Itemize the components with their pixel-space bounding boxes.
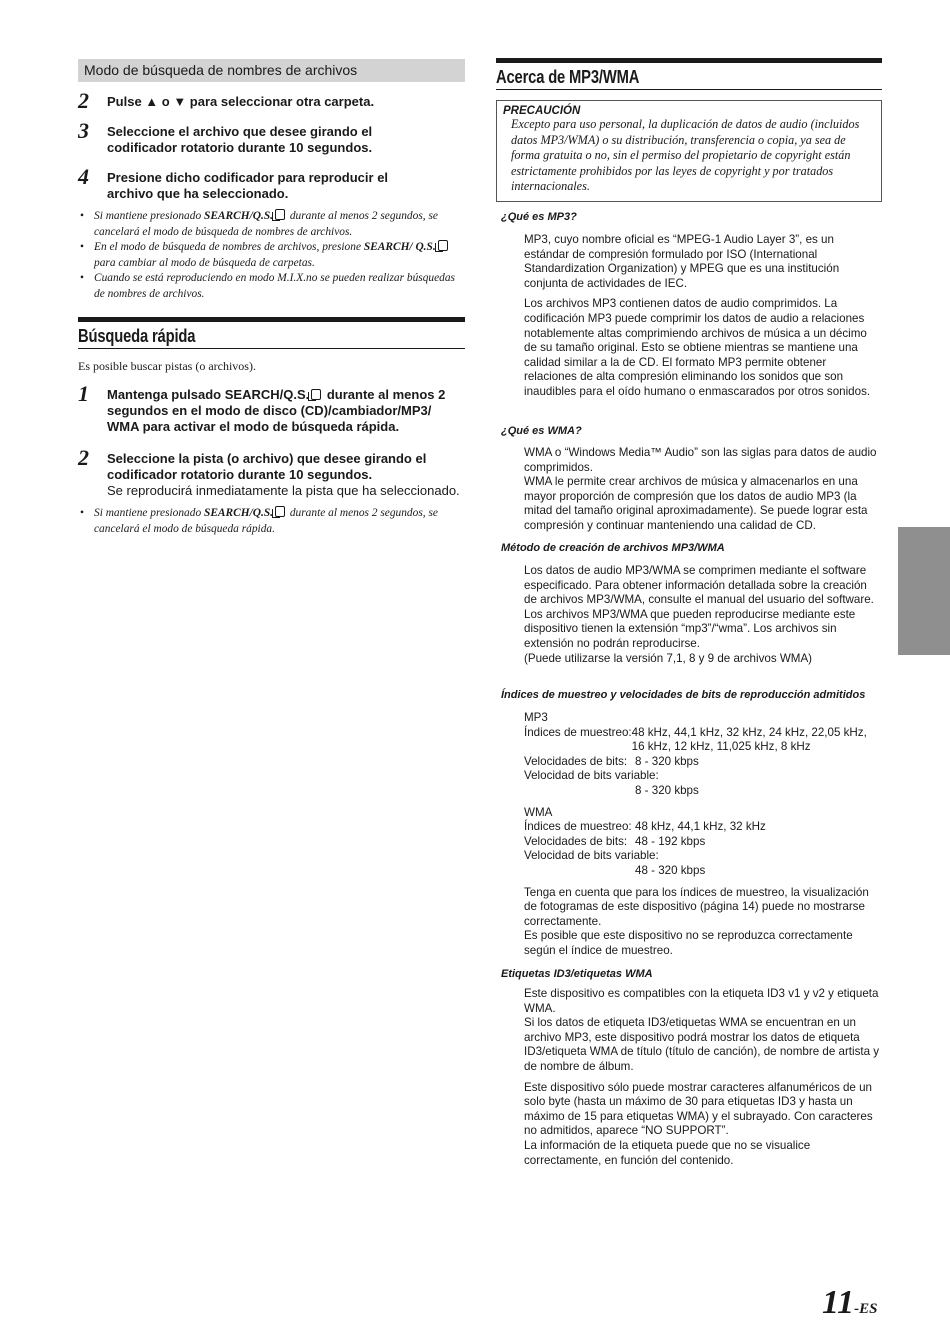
note-item xyxy=(78,271,465,302)
step-text-line: Seleccione el archivo que desee girando el xyxy=(107,124,373,139)
precaution-text: Excepto para uso personal, la duplicación de datos de audio (incluidos datos MP3/WMA) o su distribución, transferencia o copia, ya sea de forma gratuita o no, sin el permiso del propietario de copyright están estrictamente prohibidos por las leyes de copyright y por tratados internacionales. xyxy=(511,117,860,193)
step-number: 1 xyxy=(78,381,89,406)
note-text: En el modo de búsqueda de nombres de archivos, presione xyxy=(94,241,364,253)
spec-key: Velocidad de bits variable: xyxy=(524,769,659,783)
paragraph: Este dispositivo es compatibles con la etiqueta ID3 v1 y v2 y etiqueta WMA. xyxy=(524,987,879,1015)
qs-button-icon xyxy=(275,506,285,517)
step-result-text: Se reproducirá inmediatamente la pista que ha seleccionado. xyxy=(107,483,460,498)
spec-row xyxy=(524,820,882,835)
spec-value: 48 kHz, 44,1 kHz, 32 kHz xyxy=(635,820,766,834)
spec-row xyxy=(524,726,882,755)
step-text xyxy=(107,124,465,156)
spec-key: Velocidades de bits: xyxy=(524,834,628,848)
step-number: 2 xyxy=(78,88,89,113)
subheading-rates: Índices de muestreo y velocidades de bits de reproducción admitidos xyxy=(501,689,866,701)
step-number: 2 xyxy=(78,445,89,470)
step-text-line: para reproducir el xyxy=(273,170,389,185)
paragraph: WMA le permite crear archivos de música y almacenarlos en una mayor proporción de compresión que los datos de audio MP3 (la mitad del tamaño original aproximadamente). Se puede lograr esta compresión y continuar manteniendo una calidad de CD. xyxy=(524,475,868,532)
spec-key: Índices de muestreo: xyxy=(524,725,632,739)
note-text: Si mantiene presionado xyxy=(94,210,204,222)
control-name: codificador rotatorio xyxy=(107,467,235,482)
step-text-line: Presione dicho xyxy=(107,170,204,185)
page-language-suffix: -ES xyxy=(854,1301,878,1317)
step-number: 4 xyxy=(78,164,89,189)
notes-list xyxy=(78,209,465,302)
precaution-title: PRECAUCIÓN xyxy=(503,105,581,117)
control-name: codificador xyxy=(203,170,274,185)
step-text xyxy=(107,451,465,499)
step-text xyxy=(107,387,465,435)
qs-button-icon xyxy=(275,209,285,220)
paragraph: MP3, cuyo nombre oficial es “MPEG-1 Audio Layer 3”, es un estándar de compresión formulado por ISO (International Standardization Organization) y MPEG que es una institución conjunta de actividades de IEC. xyxy=(524,233,840,290)
note-text: Cuando se está reproduciendo en modo M.I.X.no se pueden realizar búsquedas de nombres de archivos. xyxy=(94,272,455,300)
step-text-line: Seleccione la pista (o archivo) que desee girando el xyxy=(107,451,427,466)
spec-key: Índices de muestreo: xyxy=(524,820,632,834)
step-3 xyxy=(78,118,465,156)
spec-row xyxy=(524,755,882,770)
spec-row xyxy=(524,835,882,850)
spec-value: 48 kHz, 44,1 kHz, 32 kHz, 24 kHz, 22,05 kHz, 16 kHz, 12 kHz, 11,025 kHz, 8 kHz xyxy=(631,725,867,754)
step-text-line: archivo que ha seleccionado. xyxy=(107,186,289,201)
paragraph: Los datos de audio MP3/WMA se comprimen mediante el software especificado. Para obtener información detallada sobre la creación de archivos MP3/WMA, consulte el manual del usuario del software. xyxy=(524,564,874,607)
method-section xyxy=(524,564,882,666)
section-heading xyxy=(496,58,882,90)
spec-value: 8 - 320 kbps xyxy=(635,783,699,797)
id3-section xyxy=(524,987,882,1168)
paragraph: Es posible que este dispositivo no se reproduzca correctamente según el índice de muestreo. xyxy=(524,929,853,957)
qs-button-icon xyxy=(438,240,448,251)
paragraph: WMA o “Windows Media™ Audio” son las siglas para datos de audio comprimidos. xyxy=(524,446,877,474)
note-text: durante al menos 2 segundos, se cancelará el modo de búsqueda de nombres de archivos. xyxy=(94,210,438,238)
side-tab xyxy=(898,527,950,655)
step-4 xyxy=(78,164,465,202)
format-label: WMA xyxy=(524,805,553,819)
spec-value: 48 - 192 kbps xyxy=(635,834,706,848)
note-item xyxy=(78,209,465,240)
spec-value: 8 - 320 kbps xyxy=(635,754,699,768)
mp3-section xyxy=(524,233,882,406)
intro-text: Es posible buscar pistas (o archivos). xyxy=(78,359,256,373)
button-name: SEARCH/Q.S. xyxy=(204,507,274,519)
step-text-line: durante al menos 2 segundos en el modo de disco (CD)/cambiador/MP3/ WMA para activar el modo de búsqueda rápida. xyxy=(107,387,446,434)
step-text xyxy=(107,170,465,202)
precaution-box xyxy=(496,100,882,202)
subheading-method: Método de creación de archivos MP3/WMA xyxy=(501,542,725,554)
spec-value: 48 - 320 kbps xyxy=(635,863,706,877)
paragraph: Este dispositivo sólo puede mostrar caracteres alfanuméricos de un solo byte (hasta un máximo de 30 para etiquetas ID3 y hasta un máximo de 15 para etiquetas WMA) y el subrayado. Con caracteres no admitidos, aparece “NO SUPPORT”. xyxy=(524,1080,873,1138)
button-name: SEARCH/Q.S. xyxy=(224,387,310,402)
step-text-line: Mantenga pulsado xyxy=(107,387,225,402)
step-text: Pulse ▲ o ▼ para seleccionar otra carpeta. xyxy=(107,94,375,109)
section-heading xyxy=(78,317,465,349)
paragraph: Los archivos MP3/WMA que pueden reproducirse mediante este dispositivo tienen la extensión “mp3”/“wma”. Los archivos sin extensión no podrán reproducirse. xyxy=(524,607,856,650)
note-text: Si mantiene presionado xyxy=(94,507,204,519)
spec-key: Velocidad de bits variable: xyxy=(524,849,659,863)
note-text: durante al menos 2 segundos, se cancelará el modo de búsqueda rápida. xyxy=(94,507,438,535)
spec-key: Velocidades de bits: xyxy=(524,754,628,768)
step-number: 3 xyxy=(78,118,89,143)
paragraph: La información de la etiqueta puede que no se visualice correctamente, en función del contenido. xyxy=(524,1138,811,1167)
section-title: Búsqueda rápida xyxy=(78,326,196,346)
rates-section xyxy=(524,711,882,959)
step-text-line: durante 10 segundos. xyxy=(234,467,373,482)
format-label: MP3 xyxy=(524,711,548,724)
step-text-line: durante 10 segundos. xyxy=(234,140,373,155)
subheading-id3: Etiquetas ID3/etiquetas WMA xyxy=(501,968,653,980)
step-2b xyxy=(78,445,465,499)
subheading-wma: ¿Qué es WMA? xyxy=(501,425,582,437)
control-name: codificador rotatorio xyxy=(107,140,235,155)
paragraph: Los archivos MP3 contienen datos de audio comprimidos. La codificación MP3 puede comprimir los datos de audio a relaciones notablemente altas comprimiendo archivos de música a un décimo de su tamaño original. Esto se obtiene mientras se mantiene una calidad similar a la de CD. El formato MP3 permite obtener relaciones de alta compresión eliminando los sonidos que son inaudibles para el oído humano o enmascarados por otros sonidos. xyxy=(524,297,871,398)
paragraph: Tenga en cuenta que para los índices de muestreo, la visualización de fotogramas de este dispositivo (página 14) puede no mostrarse correctamente. xyxy=(524,885,869,928)
page-number-value: 11 xyxy=(822,1284,855,1321)
wma-section xyxy=(524,446,882,534)
subsection-heading: Modo de búsqueda de nombres de archivos xyxy=(78,59,465,82)
qs-button-icon xyxy=(311,389,321,400)
note-item xyxy=(78,506,465,537)
button-name: SEARCH/ Q.S. xyxy=(363,241,436,253)
note-text: para cambiar al modo de búsqueda de carpetas. xyxy=(94,256,315,269)
notes-list xyxy=(78,506,465,537)
paragraph: Si los datos de etiqueta ID3/etiquetas WMA se encuentran en un archivo MP3, este dispositivo podrá mostrar los datos de etiqueta ID3/etiqueta WMA de título (título de canción), de nombre de artista y de nombre de álbum. xyxy=(524,1016,880,1073)
paragraph: (Puede utilizarse la versión 7,1, 8 y 9 de archivos WMA) xyxy=(524,651,813,665)
button-name: SEARCH/Q.S. xyxy=(204,210,274,222)
step-2 xyxy=(78,88,465,113)
subheading-mp3: ¿Qué es MP3? xyxy=(501,211,577,223)
section-title: Acerca de MP3/WMA xyxy=(496,67,640,87)
step-1 xyxy=(78,381,465,435)
page-number xyxy=(822,1284,877,1322)
note-item xyxy=(78,240,465,271)
